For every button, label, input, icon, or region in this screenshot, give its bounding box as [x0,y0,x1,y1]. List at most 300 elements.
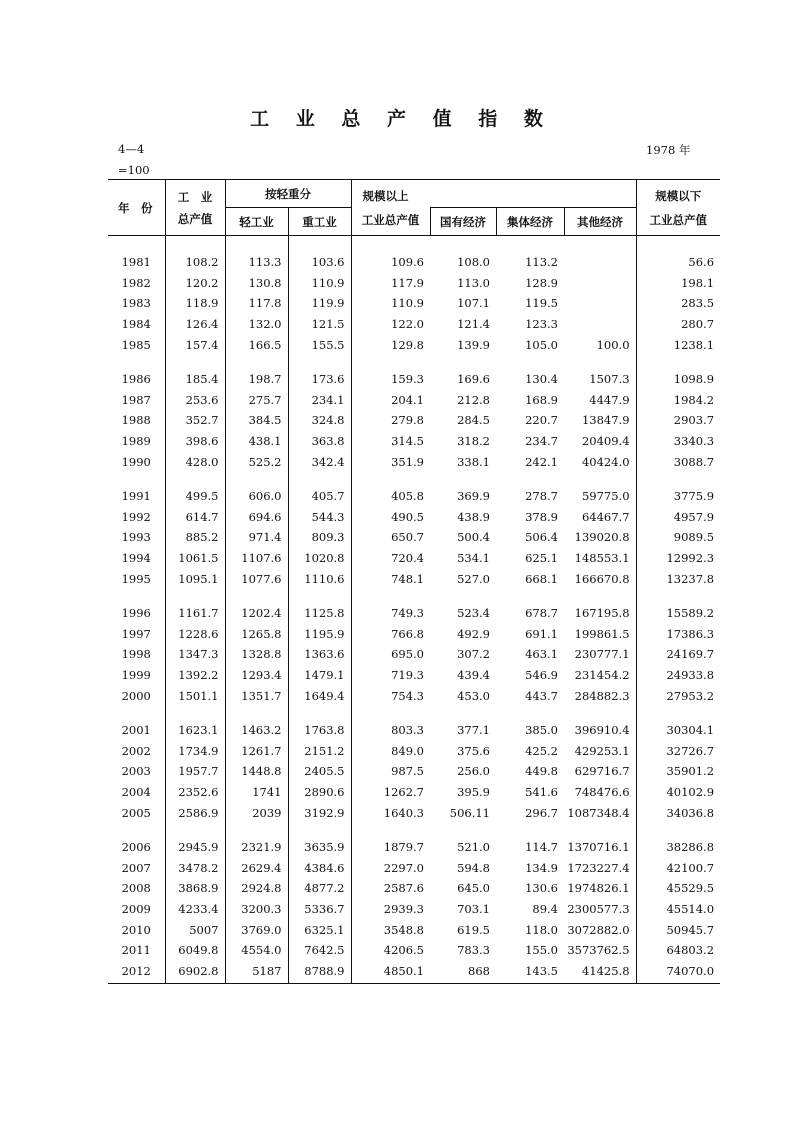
cell-year: 2008 [121,881,151,896]
cell-collective: 546.9 [525,667,558,682]
cell-light: 1741 [225,782,288,803]
base-value-note: =100 [118,163,150,177]
cell-above-scale: 3548.8 [351,919,430,940]
cell-total: 1161.7 [165,603,225,624]
cell-state-owned: 521.0 [457,840,490,855]
cell-state-owned: 108.0 [457,255,490,270]
cell-below-scale: 3775.9 [636,486,720,507]
table-number: 4—4 [118,142,145,156]
cell-below-scale: 34036.8 [636,802,720,823]
cell-collective: 130.6 [525,881,558,896]
cell-other: 167195.8 [574,606,630,621]
cell-state-owned: 492.9 [457,626,490,641]
cell-light: 1293.4 [225,665,288,686]
cell-heavy: 173.6 [288,369,351,390]
table-row [108,273,720,294]
cell-above-scale: 279.8 [351,410,430,431]
cell-total: 126.4 [165,314,225,335]
cell-light: 3200.3 [225,899,288,920]
cell-state-owned: 256.0 [457,764,490,779]
cell-total: 2586.9 [165,802,225,823]
cell-state-owned: 169.6 [457,372,490,387]
cell-state-owned: 438.9 [457,509,490,524]
cell-above-scale: 987.5 [351,761,430,782]
cell-other: 1974826.1 [567,881,630,896]
cell-year: 2001 [121,723,151,738]
cell-state-owned: 212.8 [457,392,490,407]
cell-below-scale: 30304.1 [636,720,720,741]
cell-heavy: 1763.8 [288,720,351,741]
cell-below-scale: 24933.8 [636,665,720,686]
cell-heavy: 1649.4 [288,685,351,706]
cell-year: 1982 [121,275,151,290]
cell-state-owned: 369.9 [457,489,490,504]
cell-heavy: 155.5 [288,334,351,355]
cell-above-scale: 803.3 [351,720,430,741]
cell-other: 396910.4 [574,723,630,738]
header-above-scale-line1: 规模以上 [362,188,409,203]
cell-year: 2012 [108,960,165,983]
cell-other: 748476.6 [574,784,630,799]
cell-collective: 119.5 [525,296,558,311]
cell-heavy: 2405.5 [288,761,351,782]
cell-state-owned: 523.4 [457,606,490,621]
cell-light: 384.5 [225,410,288,431]
cell-above-scale: 754.3 [351,685,430,706]
cell-total: 885.2 [165,527,225,548]
cell-heavy: 1195.9 [288,624,351,645]
header-total-line2: 总产值 [177,211,213,226]
cell-collective: 385.0 [525,723,558,738]
header-state-owned: 国有经济 [430,208,496,236]
cell-year: 1992 [121,509,151,524]
cell-year: 1983 [121,296,151,311]
table-row [108,919,720,940]
cell-heavy: 544.3 [288,507,351,528]
cell-below-scale: 74070.0 [636,960,720,983]
cell-above-scale: 1640.3 [351,802,430,823]
cell-state-owned: 534.1 [457,551,490,566]
group-spacer [108,589,720,603]
cell-light: 275.7 [225,390,288,411]
table-row [108,624,720,645]
table-row [108,252,720,273]
table-row [108,369,720,390]
cell-state-owned: 377.1 [457,723,490,738]
cell-other: 40424.0 [581,454,630,469]
cell-state-owned: 439.4 [457,667,490,682]
cell-below-scale: 24169.7 [636,644,720,665]
cell-above-scale: 766.8 [351,624,430,645]
cell-total: 118.9 [165,293,225,314]
table-row [108,431,720,452]
cell-below-scale: 42100.7 [636,857,720,878]
cell-light: 1265.8 [225,624,288,645]
header-total [165,180,225,236]
cell-light: 166.5 [225,334,288,355]
cell-collective: 691.1 [525,626,558,641]
cell-other: 1507.3 [589,372,630,387]
cell-above-scale: 4206.5 [351,940,430,961]
cell-year: 1987 [121,392,151,407]
cell-light: 113.3 [225,252,288,273]
cell-light: 1202.4 [225,603,288,624]
cell-year: 2007 [121,860,151,875]
cell-other: 13847.9 [581,413,630,428]
cell-total: 1061.5 [165,548,225,569]
cell-above-scale: 2297.0 [351,857,430,878]
cell-state-owned: 307.2 [457,647,490,662]
cell-total: 1095.1 [165,568,225,589]
cell-collective: 113.2 [525,255,558,270]
cell-collective: 105.0 [525,337,558,352]
cell-below-scale: 27953.2 [636,685,720,706]
cell-above-scale: 749.3 [351,603,430,624]
group-spacer [108,236,720,253]
cell-collective: 278.7 [525,489,558,504]
cell-state-owned: 703.1 [457,901,490,916]
cell-year: 2004 [121,784,151,799]
cell-heavy: 1125.8 [288,603,351,624]
cell-heavy: 1110.6 [288,568,351,589]
cell-state-owned: 783.3 [457,943,490,958]
table-body [108,236,720,984]
cell-heavy: 809.3 [288,527,351,548]
cell-above-scale: 351.9 [351,451,430,472]
table-row [108,334,720,355]
cell-other: 629716.7 [574,764,630,779]
cell-other: 4447.9 [589,392,630,407]
cell-other: 148553.1 [574,551,630,566]
cell-other: 3573762.5 [567,943,630,958]
cell-state-owned: 338.1 [457,454,490,469]
cell-above-scale: 314.5 [351,431,430,452]
table-row [108,720,720,741]
cell-light: 1261.7 [225,740,288,761]
cell-collective: 234.7 [525,434,558,449]
cell-year: 1994 [121,551,151,566]
cell-total: 352.7 [165,410,225,431]
cell-other: 1723227.4 [567,860,630,875]
cell-light: 971.4 [225,527,288,548]
group-spacer [108,472,720,486]
cell-other: 100.0 [596,337,630,352]
cell-collective: 143.5 [496,960,564,983]
cell-above-scale: 129.8 [351,334,430,355]
cell-other: 1370716.1 [567,840,630,855]
table-row [108,603,720,624]
table-row [108,960,720,983]
cell-total: 5007 [165,919,225,940]
cell-below-scale: 56.6 [636,252,720,273]
cell-year: 1981 [121,255,151,270]
cell-state-owned: 318.2 [457,434,490,449]
header-below-scale [636,180,720,236]
cell-heavy: 234.1 [288,390,351,411]
cell-collective: 378.9 [525,509,558,524]
cell-collective: 463.1 [525,647,558,662]
cell-collective: 114.7 [525,840,558,855]
cell-light: 694.6 [225,507,288,528]
cell-light: 438.1 [225,431,288,452]
cell-below-scale: 3088.7 [636,451,720,472]
cell-total: 1501.1 [165,685,225,706]
cell-total: 4233.4 [165,899,225,920]
cell-year: 1984 [121,317,151,332]
table-row [108,293,720,314]
cell-below-scale: 17386.3 [636,624,720,645]
cell-other: 429253.1 [574,743,630,758]
cell-above-scale: 2587.6 [351,878,430,899]
cell-above-scale: 849.0 [351,740,430,761]
cell-state-owned: 284.5 [457,413,490,428]
cell-collective: 130.4 [525,372,558,387]
cell-year: 1988 [121,413,151,428]
cell-total: 3478.2 [165,857,225,878]
cell-below-scale: 45529.5 [636,878,720,899]
cell-heavy: 6325.1 [288,919,351,940]
cell-collective: 625.1 [525,551,558,566]
cell-light: 5187 [225,960,288,983]
table-row [108,568,720,589]
group-spacer [108,706,720,720]
cell-state-owned: 139.9 [457,337,490,352]
cell-below-scale: 32726.7 [636,740,720,761]
cell-other: 139020.8 [574,530,630,545]
cell-light: 606.0 [225,486,288,507]
cell-year: 1986 [121,372,151,387]
cell-other [564,293,636,314]
cell-other [564,273,636,294]
table-row [108,878,720,899]
table-row [108,685,720,706]
cell-light: 1351.7 [225,685,288,706]
cell-above-scale: 720.4 [351,548,430,569]
cell-above-scale: 719.3 [351,665,430,686]
cell-total: 120.2 [165,273,225,294]
cell-above-scale: 1262.7 [351,782,430,803]
cell-year: 1990 [121,454,151,469]
cell-state-owned: 527.0 [457,571,490,586]
header-year: 年 份 [108,180,165,236]
cell-below-scale: 12992.3 [636,548,720,569]
cell-above-scale: 650.7 [351,527,430,548]
cell-light: 1077.6 [225,568,288,589]
cell-state-owned: 868 [430,960,496,983]
cell-year: 1993 [121,530,151,545]
cell-heavy: 1479.1 [288,665,351,686]
cell-below-scale: 1984.2 [636,390,720,411]
cell-above-scale: 4850.1 [351,960,430,983]
cell-above-scale: 122.0 [351,314,430,335]
cell-light: 198.7 [225,369,288,390]
cell-light: 2924.8 [225,878,288,899]
cell-light: 117.8 [225,293,288,314]
table-row [108,940,720,961]
cell-heavy: 363.8 [288,431,351,452]
table-row [108,486,720,507]
cell-total: 185.4 [165,369,225,390]
table-row [108,548,720,569]
cell-total: 614.7 [165,507,225,528]
cell-heavy: 5336.7 [288,899,351,920]
cell-below-scale: 2903.7 [636,410,720,431]
cell-light: 4554.0 [225,940,288,961]
cell-total: 3868.9 [165,878,225,899]
cell-heavy: 103.6 [288,252,351,273]
cell-above-scale: 2939.3 [351,899,430,920]
table-row [108,857,720,878]
cell-heavy: 342.4 [288,451,351,472]
cell-other: 1087348.4 [567,805,630,820]
cell-year: 1996 [121,606,151,621]
header-collective: 集体经济 [496,208,564,236]
group-spacer [108,823,720,837]
cell-year: 1999 [121,667,151,682]
cell-collective: 155.0 [525,943,558,958]
cell-collective: 168.9 [525,392,558,407]
cell-collective: 449.8 [525,764,558,779]
cell-total: 108.2 [165,252,225,273]
table-row [108,527,720,548]
cell-state-owned: 619.5 [457,922,490,937]
cell-state-owned: 594.8 [457,860,490,875]
cell-total: 2352.6 [165,782,225,803]
cell-state-owned: 375.6 [457,743,490,758]
cell-below-scale: 13237.8 [636,568,720,589]
cell-above-scale: 159.3 [351,369,430,390]
cell-below-scale: 1098.9 [636,369,720,390]
cell-year: 1991 [121,489,151,504]
cell-above-scale: 695.0 [351,644,430,665]
cell-year: 1997 [121,626,151,641]
cell-light: 525.2 [225,451,288,472]
cell-light: 1463.2 [225,720,288,741]
cell-heavy: 110.9 [288,273,351,294]
cell-total: 1392.2 [165,665,225,686]
cell-total: 2945.9 [165,837,225,858]
cell-year: 2009 [121,901,151,916]
cell-other: 231454.2 [574,667,630,682]
cell-heavy: 1020.8 [288,548,351,569]
cell-total: 499.5 [165,486,225,507]
cell-year: 2005 [121,805,151,820]
cell-other [564,252,636,273]
cell-heavy: 3635.9 [288,837,351,858]
cell-above-scale: 1879.7 [351,837,430,858]
cell-below-scale: 3340.3 [636,431,720,452]
cell-collective: 123.3 [525,317,558,332]
header-below-scale-line2: 工业总产值 [649,212,708,227]
cell-below-scale: 45514.0 [636,899,720,920]
table-row [108,802,720,823]
cell-year: 1989 [121,434,151,449]
cell-light: 132.0 [225,314,288,335]
cell-year: 2003 [121,764,151,779]
cell-below-scale: 15589.2 [636,603,720,624]
table-row [108,761,720,782]
table-row [108,644,720,665]
cell-other: 230777.1 [574,647,630,662]
header-above-scale [351,180,430,236]
cell-below-scale: 35901.2 [636,761,720,782]
cell-light: 1448.8 [225,761,288,782]
cell-other: 41425.8 [564,960,636,983]
cell-above-scale: 204.1 [351,390,430,411]
cell-total: 1347.3 [165,644,225,665]
cell-collective: 678.7 [525,606,558,621]
cell-heavy: 324.8 [288,410,351,431]
cell-state-owned: 113.0 [457,275,490,290]
cell-collective: 296.7 [525,805,558,820]
index-table [108,179,720,984]
cell-light: 2321.9 [225,837,288,858]
cell-total: 6049.8 [165,940,225,961]
cell-above-scale: 405.8 [351,486,430,507]
cell-below-scale: 198.1 [636,273,720,294]
cell-heavy: 121.5 [288,314,351,335]
cell-heavy: 2151.2 [288,740,351,761]
cell-collective: 134.9 [525,860,558,875]
cell-light: 1107.6 [225,548,288,569]
cell-heavy: 3192.9 [288,802,351,823]
cell-collective: 118.0 [525,922,558,937]
cell-above-scale: 110.9 [351,293,430,314]
cell-total: 428.0 [165,451,225,472]
header-other: 其他经济 [564,208,636,236]
table-row [108,899,720,920]
cell-collective: 425.2 [525,743,558,758]
cell-below-scale: 40102.9 [636,782,720,803]
header-heavy: 重工业 [288,208,351,236]
cell-other [564,314,636,335]
cell-year: 2006 [121,840,151,855]
cell-year: 2010 [121,922,151,937]
table-row [108,507,720,528]
cell-year: 2011 [121,943,151,958]
cell-heavy: 405.7 [288,486,351,507]
group-spacer [108,355,720,369]
cell-light: 2629.4 [225,857,288,878]
cell-collective: 220.7 [525,413,558,428]
cell-other: 64467.7 [581,509,630,524]
cell-collective: 541.6 [525,784,558,799]
cell-state-owned: 500.4 [457,530,490,545]
cell-below-scale: 38286.8 [636,837,720,858]
cell-below-scale: 50945.7 [636,919,720,940]
cell-heavy: 8788.9 [288,960,351,983]
cell-below-scale: 64803.2 [636,940,720,961]
table-row [108,665,720,686]
cell-state-owned: 453.0 [457,688,490,703]
cell-total: 1623.1 [165,720,225,741]
base-year-note: 1978 年 [646,143,691,157]
header-total-line1: 工 业 [177,189,213,204]
cell-other: 199861.5 [574,626,630,641]
cell-other: 20409.4 [581,434,630,449]
cell-total: 1228.6 [165,624,225,645]
table-row [108,837,720,858]
header-above-scale-line2: 工业总产值 [361,212,420,227]
header-light: 轻工业 [225,208,288,236]
cell-heavy: 7642.5 [288,940,351,961]
cell-above-scale: 748.1 [351,568,430,589]
cell-year: 1995 [121,571,151,586]
cell-total: 157.4 [165,334,225,355]
page-title: 工 业 总 产 值 指 数 [250,108,553,130]
cell-total: 1734.9 [165,740,225,761]
cell-state-owned: 107.1 [457,296,490,311]
